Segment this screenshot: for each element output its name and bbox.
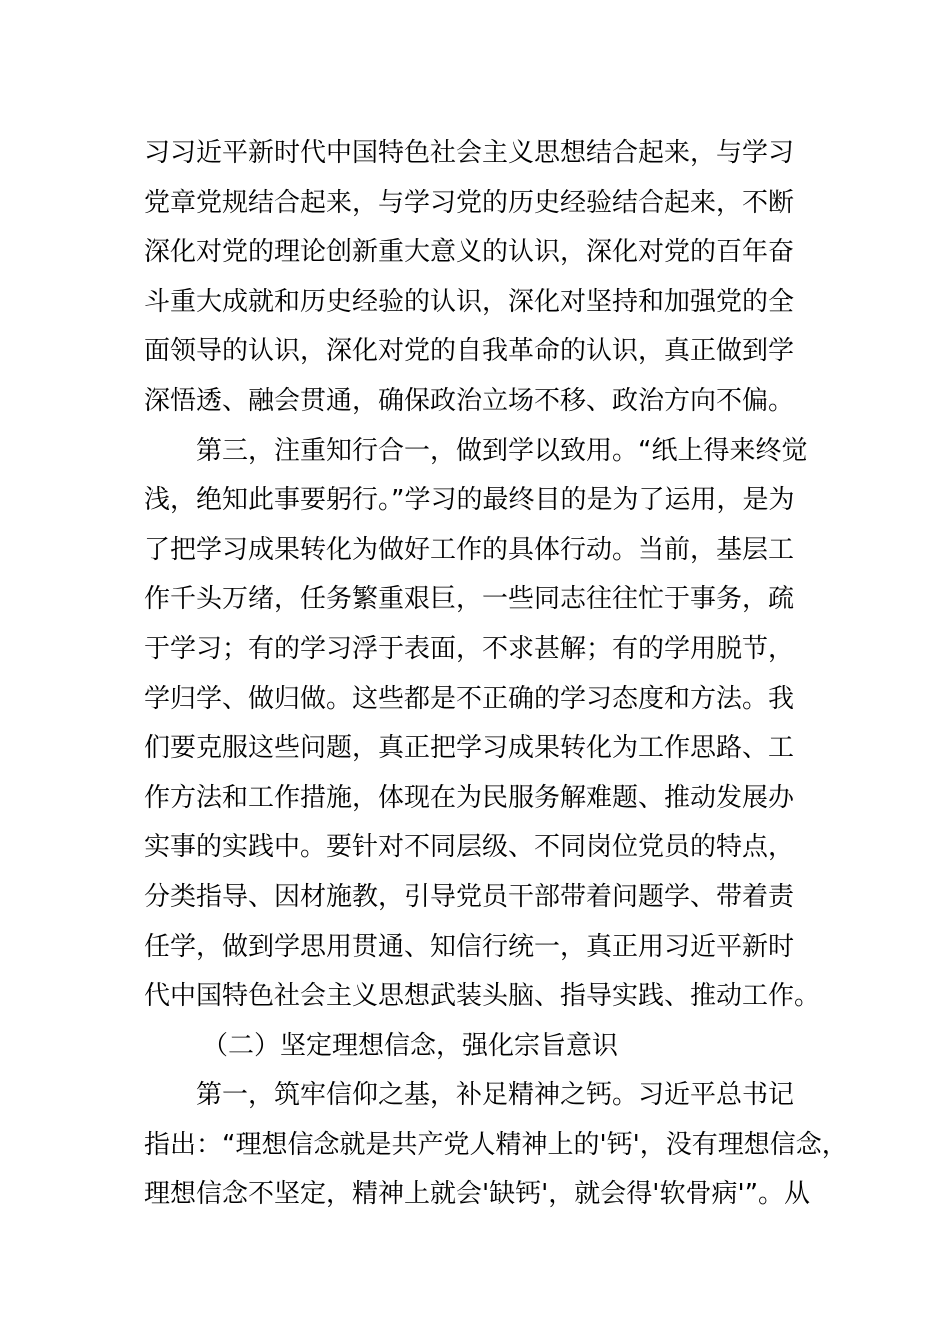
text-line: 们要克服这些问题，真正把学习成果转化为工作思路、工 xyxy=(144,733,795,764)
text-line: 作千头万绪，任务繁重艰巨，一些同志往往忙于事务，疏 xyxy=(144,584,795,615)
text-line: 了把学习成果转化为做好工作的具体行动。当前，基层工 xyxy=(144,534,795,565)
paragraph-first-line: 第一，筑牢信仰之基，补足精神之钙。习近平总书记 xyxy=(196,1080,795,1111)
text-line: 学归学、做归做。这些都是不正确的学习态度和方法。我 xyxy=(144,683,795,714)
text-line: 深悟透、融会贯通，确保政治立场不移、政治方向不偏。 xyxy=(144,385,795,416)
section-heading: （二）坚定理想信念，强化宗旨意识 xyxy=(202,1030,619,1061)
text-line: 党章党规结合起来，与学习党的历史经验结合起来，不断 xyxy=(144,187,795,218)
text-line: 浅，绝知此事要躬行。”学习的最终目的是为了运用，是为 xyxy=(144,485,795,516)
text-line: 指出：“理想信念就是共产党人精神上的'钙'，没有理想信念， xyxy=(144,1129,848,1160)
text-line: 作方法和工作措施，体现在为民服务解难题、推动发展办 xyxy=(144,782,795,813)
text-line: 分类指导、因材施教，引导党员干部带着问题学、带着责 xyxy=(144,881,795,912)
text-line: 习习近平新时代中国特色社会主义思想结合起来，与学习 xyxy=(144,138,795,168)
paragraph-first-line: 第三，注重知行合一，做到学以致用。“纸上得来终觉 xyxy=(196,435,808,466)
document-body xyxy=(144,129,848,1220)
text-line: 斗重大成就和历史经验的认识，深化对坚持和加强党的全 xyxy=(144,286,795,317)
text-line: 代中国特色社会主义思想武装头脑、指导实践、推动工作。 xyxy=(144,981,821,1012)
text-line: 理想信念不坚定，精神上就会'缺钙'，就会得'软骨病'”。从 xyxy=(144,1179,811,1210)
text-line: 面领导的认识，深化对党的自我革命的认识，真正做到学 xyxy=(144,336,795,367)
text-line: 深化对党的理论创新重大意义的认识，深化对党的百年奋 xyxy=(144,237,795,268)
text-line: 任学，做到学思用贯通、知信行统一，真正用习近平新时 xyxy=(144,931,795,962)
text-line: 实事的实践中。要针对不同层级、不同岗位党员的特点， xyxy=(144,832,795,863)
text-line: 于学习；有的学习浮于表面，不求甚解；有的学用脱节， xyxy=(144,633,795,664)
